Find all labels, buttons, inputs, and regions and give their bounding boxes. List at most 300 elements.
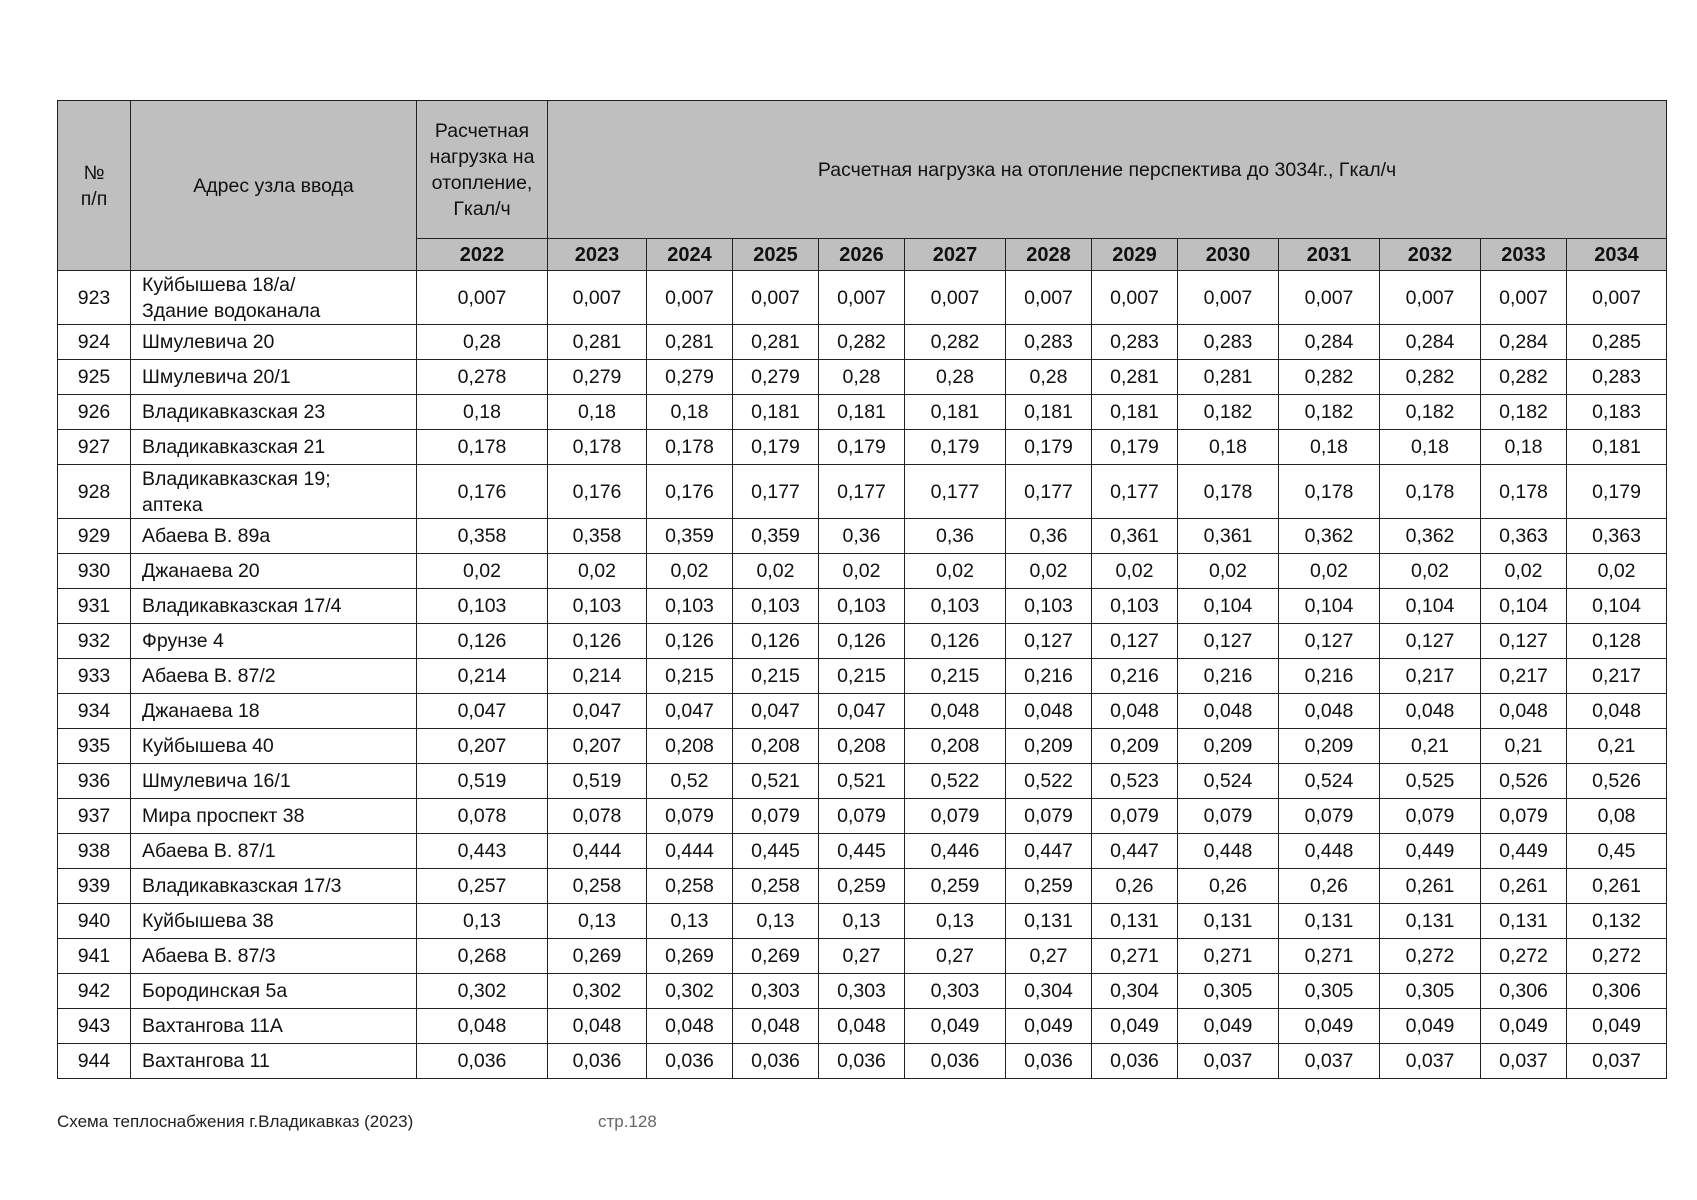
- load-value-2034: 0,037: [1567, 1044, 1667, 1079]
- address-line: Абаева В. 87/1: [142, 840, 276, 862]
- load-value-2026: 0,007: [819, 271, 905, 325]
- row-address: [131, 519, 417, 554]
- address-line: Вахтангова 11: [142, 1050, 270, 1072]
- load-value-2027: 0,282: [905, 325, 1006, 360]
- load-value-2031: 0,178: [1279, 465, 1380, 519]
- load-value-2024: 0,02: [647, 554, 733, 589]
- load-value-2034: 0,179: [1567, 465, 1667, 519]
- load-value-2025: 0,215: [733, 659, 819, 694]
- load-value-2028: 0,177: [1006, 465, 1092, 519]
- row-number: 928: [58, 465, 131, 519]
- load-value-2033: 0,526: [1481, 764, 1567, 799]
- load-value-2023: 0,047: [548, 694, 647, 729]
- load-value-2030: 0,305: [1178, 974, 1279, 1009]
- load-value-2033: 0,131: [1481, 904, 1567, 939]
- table-row: [58, 465, 1667, 519]
- load-value-2034: 0,049: [1567, 1009, 1667, 1044]
- load-value-2032: 0,178: [1380, 465, 1481, 519]
- row-number: 944: [58, 1044, 131, 1079]
- load-value-2034: 0,048: [1567, 694, 1667, 729]
- load-value-2022: 0,207: [417, 729, 548, 764]
- row-number: 942: [58, 974, 131, 1009]
- load-value-2031: 0,448: [1279, 834, 1380, 869]
- row-address: [131, 624, 417, 659]
- load-value-2031: 0,037: [1279, 1044, 1380, 1079]
- footer-page-number: стр.128: [598, 1112, 657, 1131]
- load-value-2028: 0,522: [1006, 764, 1092, 799]
- load-value-2030: 0,037: [1178, 1044, 1279, 1079]
- load-value-2032: 0,182: [1380, 395, 1481, 430]
- load-value-2029: 0,216: [1092, 659, 1178, 694]
- row-address: [131, 939, 417, 974]
- load-value-2023: 0,007: [548, 271, 647, 325]
- address-line: Шмулевича 20/1: [142, 366, 291, 388]
- load-value-2031: 0,049: [1279, 1009, 1380, 1044]
- load-value-2032: 0,272: [1380, 939, 1481, 974]
- load-value-2034: 0,183: [1567, 395, 1667, 430]
- load-value-2029: 0,304: [1092, 974, 1178, 1009]
- load-value-2032: 0,127: [1380, 624, 1481, 659]
- load-value-2031: 0,284: [1279, 325, 1380, 360]
- load-value-2033: 0,363: [1481, 519, 1567, 554]
- load-value-2033: 0,282: [1481, 360, 1567, 395]
- row-number: 940: [58, 904, 131, 939]
- load-value-2033: 0,21: [1481, 729, 1567, 764]
- load-value-2032: 0,261: [1380, 869, 1481, 904]
- load-value-2031: 0,079: [1279, 799, 1380, 834]
- load-value-2027: 0,177: [905, 465, 1006, 519]
- load-value-2030: 0,178: [1178, 465, 1279, 519]
- load-value-2025: 0,303: [733, 974, 819, 1009]
- load-value-2028: 0,27: [1006, 939, 1092, 974]
- load-value-2034: 0,02: [1567, 554, 1667, 589]
- load-value-2034: 0,526: [1567, 764, 1667, 799]
- load-value-2034: 0,08: [1567, 799, 1667, 834]
- address-line: Куйбышева 40: [142, 735, 274, 757]
- row-address: [131, 554, 417, 589]
- row-number: 926: [58, 395, 131, 430]
- load-value-2024: 0,103: [647, 589, 733, 624]
- load-value-2022: 0,176: [417, 465, 548, 519]
- year-header-2033: 2033: [1481, 239, 1567, 271]
- address-line: Шмулевича 16/1: [142, 770, 291, 792]
- load-value-2022: 0,278: [417, 360, 548, 395]
- row-address: [131, 430, 417, 465]
- load-value-2034: 0,181: [1567, 430, 1667, 465]
- load-value-2022: 0,358: [417, 519, 548, 554]
- load-value-2030: 0,283: [1178, 325, 1279, 360]
- load-value-2030: 0,361: [1178, 519, 1279, 554]
- load-value-2030: 0,02: [1178, 554, 1279, 589]
- load-value-2030: 0,26: [1178, 869, 1279, 904]
- load-value-2024: 0,18: [647, 395, 733, 430]
- load-value-2032: 0,362: [1380, 519, 1481, 554]
- row-number: 939: [58, 869, 131, 904]
- load-value-2029: 0,361: [1092, 519, 1178, 554]
- row-address: [131, 834, 417, 869]
- load-value-2033: 0,007: [1481, 271, 1567, 325]
- year-header-2027: 2027: [905, 239, 1006, 271]
- load-value-2030: 0,182: [1178, 395, 1279, 430]
- address-line: Куйбышева 18/а/: [142, 273, 296, 296]
- load-value-2024: 0,048: [647, 1009, 733, 1044]
- load-value-2028: 0,28: [1006, 360, 1092, 395]
- load-value-2023: 0,02: [548, 554, 647, 589]
- table-row: [58, 694, 1667, 729]
- address-line: Джанаева 18: [142, 700, 260, 722]
- load-value-2024: 0,007: [647, 271, 733, 325]
- load-value-2023: 0,519: [548, 764, 647, 799]
- year-header-2032: 2032: [1380, 239, 1481, 271]
- table-row: [58, 834, 1667, 869]
- year-header-2034: 2034: [1567, 239, 1667, 271]
- load-value-2029: 0,103: [1092, 589, 1178, 624]
- load-value-2033: 0,306: [1481, 974, 1567, 1009]
- load-value-2026: 0,259: [819, 869, 905, 904]
- load-value-2029: 0,049: [1092, 1009, 1178, 1044]
- address-line: Владикавказская 21: [142, 436, 326, 458]
- load-value-2028: 0,131: [1006, 904, 1092, 939]
- load-value-2023: 0,302: [548, 974, 647, 1009]
- load-value-2026: 0,177: [819, 465, 905, 519]
- load-value-2027: 0,215: [905, 659, 1006, 694]
- load-value-2028: 0,36: [1006, 519, 1092, 554]
- load-value-2028: 0,181: [1006, 395, 1092, 430]
- load-value-2034: 0,104: [1567, 589, 1667, 624]
- row-number: 935: [58, 729, 131, 764]
- load-value-2022: 0,268: [417, 939, 548, 974]
- load-value-2031: 0,02: [1279, 554, 1380, 589]
- load-value-2022: 0,078: [417, 799, 548, 834]
- load-value-2024: 0,444: [647, 834, 733, 869]
- load-value-2026: 0,079: [819, 799, 905, 834]
- load-value-2028: 0,283: [1006, 325, 1092, 360]
- address-line: Мира проспект 38: [142, 805, 305, 827]
- address-line: Шмулевича 20: [142, 331, 275, 353]
- load-value-2028: 0,447: [1006, 834, 1092, 869]
- row-address: [131, 271, 417, 325]
- load-value-2028: 0,259: [1006, 869, 1092, 904]
- load-value-2025: 0,036: [733, 1044, 819, 1079]
- load-value-2031: 0,305: [1279, 974, 1380, 1009]
- load-value-2025: 0,177: [733, 465, 819, 519]
- col-header-num: № п/п: [58, 101, 131, 271]
- load-value-2027: 0,13: [905, 904, 1006, 939]
- load-value-2029: 0,181: [1092, 395, 1178, 430]
- year-header-2023: 2023: [548, 239, 647, 271]
- load-value-2026: 0,27: [819, 939, 905, 974]
- load-value-2029: 0,048: [1092, 694, 1178, 729]
- load-value-2029: 0,281: [1092, 360, 1178, 395]
- load-value-2023: 0,078: [548, 799, 647, 834]
- row-address: [131, 325, 417, 360]
- row-number: 943: [58, 1009, 131, 1044]
- load-value-2030: 0,131: [1178, 904, 1279, 939]
- load-value-2023: 0,178: [548, 430, 647, 465]
- table-row: [58, 764, 1667, 799]
- row-address: [131, 465, 417, 519]
- load-value-2025: 0,208: [733, 729, 819, 764]
- load-value-2032: 0,305: [1380, 974, 1481, 1009]
- year-header-2031: 2031: [1279, 239, 1380, 271]
- table-row: [58, 395, 1667, 430]
- load-value-2023: 0,444: [548, 834, 647, 869]
- load-value-2026: 0,036: [819, 1044, 905, 1079]
- row-address: [131, 395, 417, 430]
- load-value-2025: 0,047: [733, 694, 819, 729]
- load-value-2027: 0,303: [905, 974, 1006, 1009]
- address-line: Вахтангова 11А: [142, 1015, 283, 1037]
- load-value-2031: 0,18: [1279, 430, 1380, 465]
- load-value-2024: 0,13: [647, 904, 733, 939]
- load-value-2029: 0,007: [1092, 271, 1178, 325]
- col-header-current-load: Расчетная нагрузка на отопление, Гкал/ч: [417, 101, 548, 239]
- load-value-2032: 0,131: [1380, 904, 1481, 939]
- load-value-2032: 0,217: [1380, 659, 1481, 694]
- row-number: 925: [58, 360, 131, 395]
- load-value-2030: 0,049: [1178, 1009, 1279, 1044]
- row-number: 933: [58, 659, 131, 694]
- load-value-2025: 0,359: [733, 519, 819, 554]
- load-value-2022: 0,302: [417, 974, 548, 1009]
- load-value-2029: 0,283: [1092, 325, 1178, 360]
- load-value-2025: 0,181: [733, 395, 819, 430]
- load-value-2024: 0,178: [647, 430, 733, 465]
- load-value-2025: 0,126: [733, 624, 819, 659]
- load-value-2023: 0,176: [548, 465, 647, 519]
- load-value-2023: 0,281: [548, 325, 647, 360]
- load-value-2031: 0,127: [1279, 624, 1380, 659]
- load-value-2026: 0,445: [819, 834, 905, 869]
- load-value-2023: 0,279: [548, 360, 647, 395]
- load-value-2022: 0,28: [417, 325, 548, 360]
- load-value-2032: 0,21: [1380, 729, 1481, 764]
- load-value-2030: 0,271: [1178, 939, 1279, 974]
- load-value-2026: 0,126: [819, 624, 905, 659]
- load-value-2022: 0,519: [417, 764, 548, 799]
- col-header-address: Адрес узла ввода: [131, 101, 417, 271]
- load-value-2029: 0,127: [1092, 624, 1178, 659]
- load-value-2032: 0,007: [1380, 271, 1481, 325]
- row-number: 934: [58, 694, 131, 729]
- load-value-2024: 0,258: [647, 869, 733, 904]
- load-value-2028: 0,209: [1006, 729, 1092, 764]
- load-value-2029: 0,131: [1092, 904, 1178, 939]
- load-value-2034: 0,128: [1567, 624, 1667, 659]
- table-row: [58, 939, 1667, 974]
- load-value-2031: 0,048: [1279, 694, 1380, 729]
- load-value-2026: 0,521: [819, 764, 905, 799]
- load-value-2032: 0,02: [1380, 554, 1481, 589]
- row-address: [131, 729, 417, 764]
- load-value-2022: 0,257: [417, 869, 548, 904]
- table-row: [58, 799, 1667, 834]
- load-value-2024: 0,047: [647, 694, 733, 729]
- load-value-2024: 0,215: [647, 659, 733, 694]
- load-value-2031: 0,182: [1279, 395, 1380, 430]
- load-value-2034: 0,306: [1567, 974, 1667, 1009]
- load-value-2026: 0,103: [819, 589, 905, 624]
- load-value-2033: 0,079: [1481, 799, 1567, 834]
- footer-document-title: Схема теплоснабжения г.Владикавказ (2023): [57, 1112, 414, 1131]
- col-header-perspective: Расчетная нагрузка на отопление перспектива до 3034г., Гкал/ч: [548, 101, 1667, 239]
- load-value-2024: 0,079: [647, 799, 733, 834]
- load-value-2033: 0,02: [1481, 554, 1567, 589]
- load-value-2031: 0,362: [1279, 519, 1380, 554]
- load-value-2027: 0,103: [905, 589, 1006, 624]
- table-row: [58, 430, 1667, 465]
- load-value-2026: 0,28: [819, 360, 905, 395]
- load-value-2026: 0,303: [819, 974, 905, 1009]
- load-value-2029: 0,209: [1092, 729, 1178, 764]
- address-line: Владикавказская 19;: [142, 467, 331, 490]
- load-value-2023: 0,13: [548, 904, 647, 939]
- load-value-2026: 0,179: [819, 430, 905, 465]
- load-value-2025: 0,279: [733, 360, 819, 395]
- load-value-2034: 0,132: [1567, 904, 1667, 939]
- load-value-2033: 0,18: [1481, 430, 1567, 465]
- load-value-2024: 0,176: [647, 465, 733, 519]
- address-line: Фрунзе 4: [142, 630, 224, 652]
- load-value-2029: 0,177: [1092, 465, 1178, 519]
- load-value-2028: 0,007: [1006, 271, 1092, 325]
- address-line: Здание водоканала: [142, 299, 321, 322]
- table-row: [58, 554, 1667, 589]
- load-value-2033: 0,449: [1481, 834, 1567, 869]
- row-number: 938: [58, 834, 131, 869]
- row-address: [131, 1009, 417, 1044]
- load-value-2034: 0,363: [1567, 519, 1667, 554]
- address-line: Владикавказская 17/4: [142, 595, 342, 617]
- load-value-2025: 0,103: [733, 589, 819, 624]
- load-value-2027: 0,079: [905, 799, 1006, 834]
- row-address: [131, 904, 417, 939]
- address-line: Владикавказская 23: [142, 401, 326, 423]
- load-value-2031: 0,104: [1279, 589, 1380, 624]
- load-value-2032: 0,18: [1380, 430, 1481, 465]
- address-line: Абаева В. 87/2: [142, 665, 276, 687]
- row-number: 923: [58, 271, 131, 325]
- load-value-2029: 0,447: [1092, 834, 1178, 869]
- load-value-2029: 0,036: [1092, 1044, 1178, 1079]
- load-value-2022: 0,036: [417, 1044, 548, 1079]
- load-value-2026: 0,181: [819, 395, 905, 430]
- load-value-2033: 0,048: [1481, 694, 1567, 729]
- load-value-2025: 0,179: [733, 430, 819, 465]
- load-value-2026: 0,215: [819, 659, 905, 694]
- load-value-2030: 0,281: [1178, 360, 1279, 395]
- load-value-2024: 0,208: [647, 729, 733, 764]
- load-value-2026: 0,208: [819, 729, 905, 764]
- address-line: Абаева В. 87/3: [142, 945, 276, 967]
- load-value-2022: 0,126: [417, 624, 548, 659]
- load-value-2024: 0,036: [647, 1044, 733, 1079]
- address-line: Бородинская 5а: [142, 980, 288, 1002]
- load-value-2029: 0,271: [1092, 939, 1178, 974]
- row-address: [131, 1044, 417, 1079]
- load-value-2027: 0,049: [905, 1009, 1006, 1044]
- load-value-2022: 0,103: [417, 589, 548, 624]
- load-value-2027: 0,036: [905, 1044, 1006, 1079]
- load-value-2032: 0,525: [1380, 764, 1481, 799]
- load-value-2032: 0,104: [1380, 589, 1481, 624]
- load-value-2031: 0,26: [1279, 869, 1380, 904]
- heat-load-table: [57, 100, 1667, 1079]
- load-value-2023: 0,358: [548, 519, 647, 554]
- row-number: 941: [58, 939, 131, 974]
- load-value-2027: 0,126: [905, 624, 1006, 659]
- row-address: [131, 764, 417, 799]
- load-value-2030: 0,216: [1178, 659, 1279, 694]
- load-value-2022: 0,178: [417, 430, 548, 465]
- load-value-2028: 0,127: [1006, 624, 1092, 659]
- load-value-2034: 0,45: [1567, 834, 1667, 869]
- load-value-2028: 0,304: [1006, 974, 1092, 1009]
- load-value-2022: 0,443: [417, 834, 548, 869]
- load-value-2023: 0,214: [548, 659, 647, 694]
- load-value-2023: 0,048: [548, 1009, 647, 1044]
- table-row: [58, 271, 1667, 325]
- load-value-2028: 0,216: [1006, 659, 1092, 694]
- load-value-2032: 0,048: [1380, 694, 1481, 729]
- load-value-2022: 0,048: [417, 1009, 548, 1044]
- load-value-2027: 0,181: [905, 395, 1006, 430]
- load-value-2027: 0,36: [905, 519, 1006, 554]
- table-row: [58, 659, 1667, 694]
- table-row: [58, 729, 1667, 764]
- load-value-2031: 0,282: [1279, 360, 1380, 395]
- table-row: [58, 325, 1667, 360]
- load-value-2029: 0,523: [1092, 764, 1178, 799]
- load-value-2031: 0,007: [1279, 271, 1380, 325]
- load-value-2033: 0,178: [1481, 465, 1567, 519]
- load-value-2025: 0,079: [733, 799, 819, 834]
- year-header-2028: 2028: [1006, 239, 1092, 271]
- load-value-2031: 0,131: [1279, 904, 1380, 939]
- load-value-2022: 0,047: [417, 694, 548, 729]
- load-value-2028: 0,179: [1006, 430, 1092, 465]
- load-value-2023: 0,103: [548, 589, 647, 624]
- load-value-2032: 0,049: [1380, 1009, 1481, 1044]
- load-value-2026: 0,282: [819, 325, 905, 360]
- load-value-2028: 0,049: [1006, 1009, 1092, 1044]
- table-row: [58, 974, 1667, 1009]
- load-value-2026: 0,048: [819, 1009, 905, 1044]
- load-value-2034: 0,007: [1567, 271, 1667, 325]
- load-value-2027: 0,522: [905, 764, 1006, 799]
- load-value-2022: 0,02: [417, 554, 548, 589]
- row-address: [131, 589, 417, 624]
- load-value-2029: 0,02: [1092, 554, 1178, 589]
- load-value-2033: 0,049: [1481, 1009, 1567, 1044]
- load-value-2027: 0,27: [905, 939, 1006, 974]
- table-row: [58, 1044, 1667, 1079]
- load-value-2028: 0,02: [1006, 554, 1092, 589]
- address-line: аптека: [142, 493, 203, 516]
- load-value-2030: 0,007: [1178, 271, 1279, 325]
- load-value-2032: 0,284: [1380, 325, 1481, 360]
- load-value-2024: 0,302: [647, 974, 733, 1009]
- load-value-2027: 0,007: [905, 271, 1006, 325]
- table-row: [58, 904, 1667, 939]
- load-value-2024: 0,269: [647, 939, 733, 974]
- address-line: Джанаева 20: [142, 560, 260, 582]
- load-value-2032: 0,449: [1380, 834, 1481, 869]
- load-value-2024: 0,126: [647, 624, 733, 659]
- row-address: [131, 694, 417, 729]
- row-number: 937: [58, 799, 131, 834]
- load-value-2029: 0,079: [1092, 799, 1178, 834]
